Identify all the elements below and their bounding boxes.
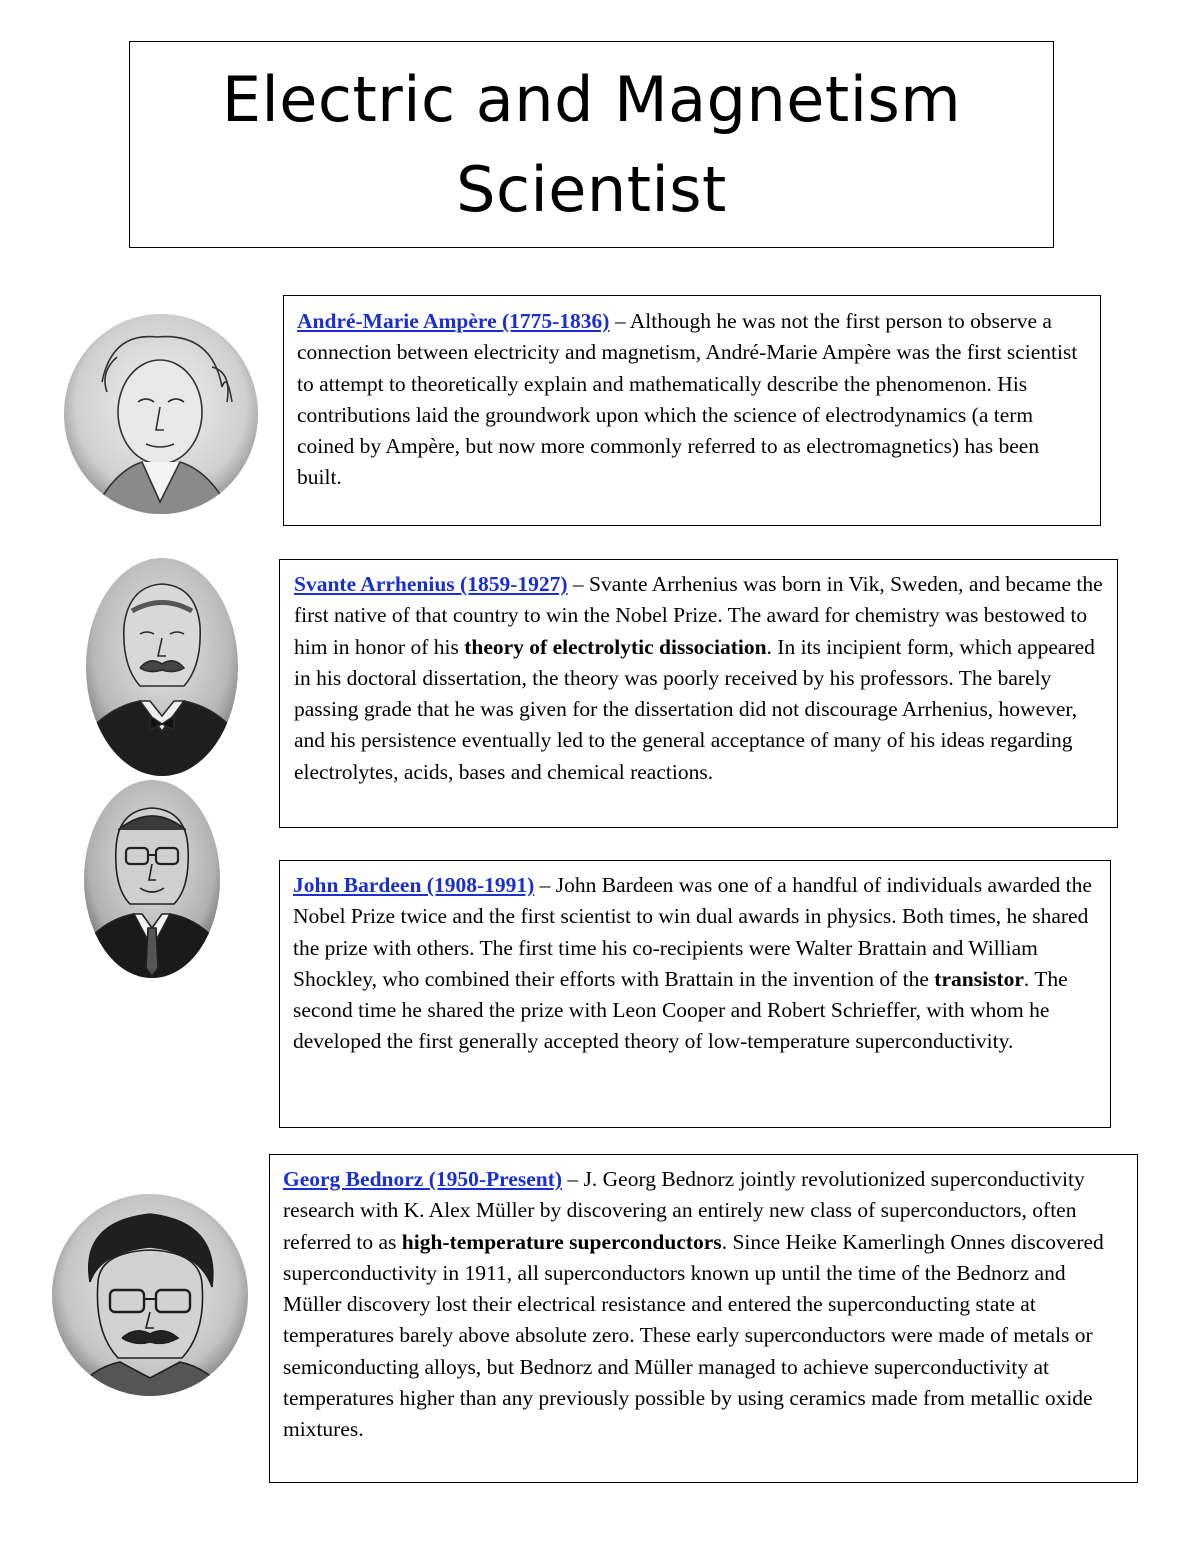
page-title-line-1: Electric and Magnetism [221,62,962,136]
bio-box-bednorz [269,1154,1138,1483]
portrait-arrhenius [84,556,240,778]
bio-text-bednorz: Georg Bednorz (1950-Present) – J. Georg Bednorz jointly revolutionized superconductivity research with K. Alex Müller by discovering an entirely new class of superconductors, often referred to as high-temperature superconductors. Since Heike Kamerlingh Onnes discovered superconductivity in 1911, all superconductors known up until the time of the Bednorz and Müller discovery lost their electrical resistance and entered the superconducting state at temperatures barely above absolute zero. These early superconductors were made of metals or semiconducting alloys, but Bednorz and Müller managed to achieve superconductivity at temperatures higher than any previously possible by using ceramics made from metallic oxide mixtures. [283,1167,1104,1442]
page-title-line-2: Scientist [456,152,727,226]
portrait-bardeen [82,778,222,980]
bold-term-bardeen: transistor [934,966,1024,991]
name-link-ampere[interactable]: André-Marie Ampère (1775-1836) [297,309,610,333]
name-link-arrhenius[interactable]: Svante Arrhenius (1859-1927) [294,572,568,596]
name-link-bednorz[interactable]: Georg Bednorz (1950-Present) [283,1167,563,1191]
bio-box-bardeen [279,860,1111,1128]
bio-text-bardeen: John Bardeen (1908-1991) – John Bardeen was one of a handful of individuals awarded the Nobel Prize twice and the first scientist to win dual awards in physics. Both times, he shared the prize with others. The first time his co-recipients were Walter Brattain and William Shockley, who combined their efforts with Brattain in the invention of the transistor. The second time he shared the prize with Leon Cooper and Robert Schrieffer, with whom he developed the first generally accepted theory of low-temperature superconductivity. [293,873,1092,1054]
title-box [129,41,1054,248]
bold-term-arrhenius: theory of electrolytic dissociation [464,634,767,659]
bio-text-arrhenius: Svante Arrhenius (1859-1927) – Svante Arrhenius was born in Vik, Sweden, and became the first native of that country to win the Nobel Prize. The award for chemistry was bestowed to him in honor of his theory of electrolytic dissociation. In its incipient form, which appeared in his doctoral dissertation, the theory was poorly received by his professors. The barely passing grade that he was given for the dissertation did not discourage Arrhenius, however, and his persistence eventually led to the general acceptance of many of his ideas regarding electrolytes, acids, bases and chemical reactions. [294,572,1103,784]
bio-box-ampere [283,295,1101,526]
bio-box-arrhenius [279,559,1118,828]
bio-text-ampere: André-Marie Ampère (1775-1836) – Although he was not the first person to observe a connection between electricity and magnetism, André-Marie Ampère was the first scientist to attempt to theoretically explain and mathematically describe the phenomenon. His contributions laid the groundwork upon which the science of electrodynamics (a term coined by Ampère, but now more commonly referred to as electromagnetics) has been built. [297,309,1078,490]
bold-term-bednorz: high-temperature superconductors [401,1229,722,1254]
name-link-bardeen[interactable]: John Bardeen (1908-1991) [293,873,535,897]
portrait-ampere [62,312,260,516]
portrait-bednorz [50,1192,250,1398]
